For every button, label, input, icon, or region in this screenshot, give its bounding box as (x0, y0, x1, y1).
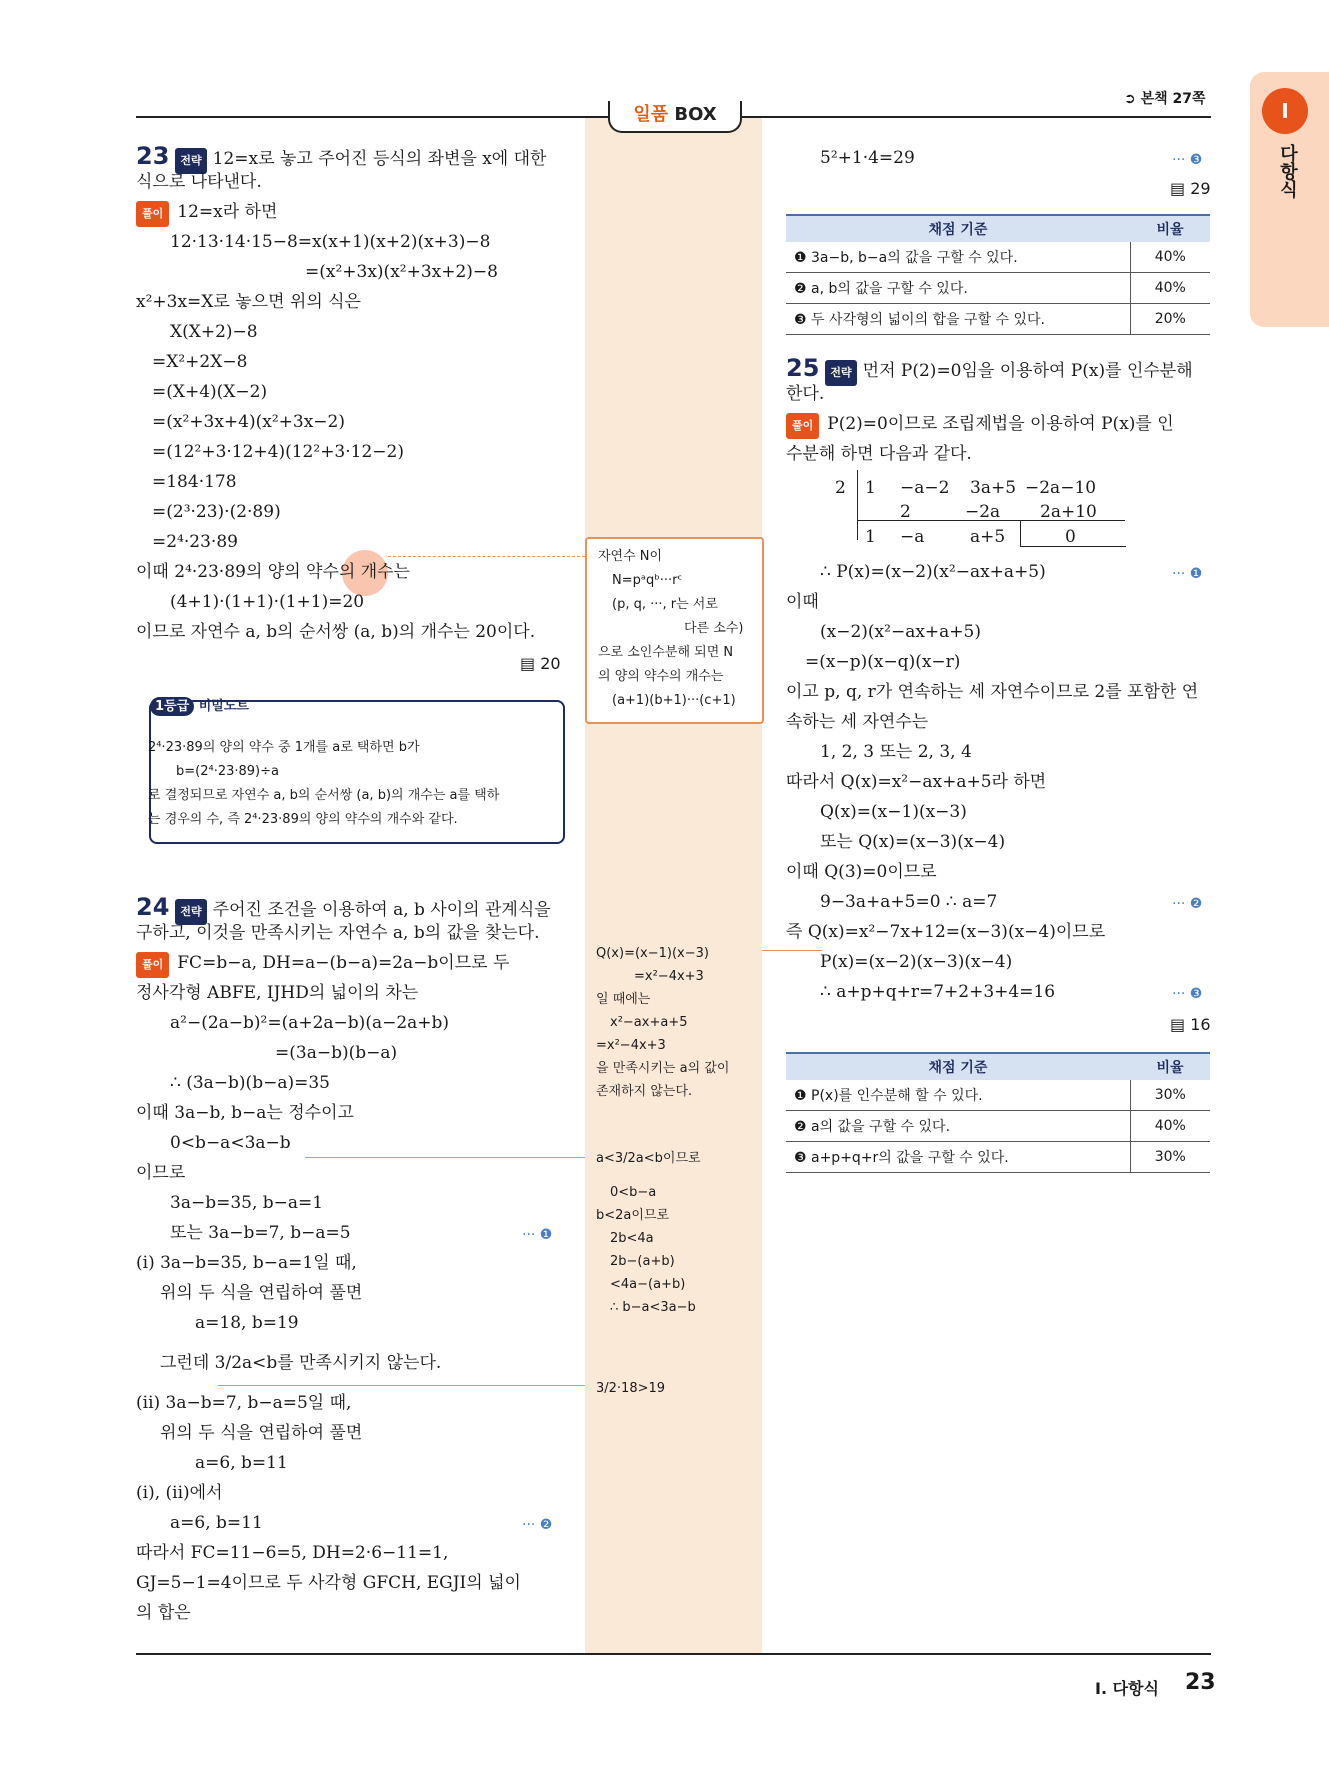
side2-line: =x²−4x+3 (634, 969, 704, 984)
p23-line: 이때 2⁴·23·89의 양의 약수의 개수는 (136, 562, 410, 582)
page-number: 23 (1185, 1670, 1216, 1695)
note-line: 로 결정되므로 자연수 a, b의 순서쌍 (a, b)의 개수는 a를 택하 (148, 788, 500, 803)
sidebox-line: N=pᵃqᵇ···rᶜ (612, 573, 683, 588)
chapter-title: 다항식 (1277, 144, 1298, 198)
p24-line: 위의 두 식을 연립하여 풀면 (160, 1423, 363, 1443)
score-header: 채점 기준 (786, 1053, 1130, 1080)
p25-line: 따라서 Q(x)=x²−ax+a+5라 하면 (786, 772, 1047, 792)
scoring-table-25 (786, 1052, 1210, 1173)
p24-line: ∴ (3a−b)(b−a)=35 (170, 1073, 330, 1093)
p25-line: 수분해 하면 다음과 같다. (786, 444, 972, 464)
p24-line: (i) 3a−b=35, b−a=1일 때, (136, 1253, 357, 1273)
side3-line: ∴ b−a<3a−b (610, 1300, 696, 1315)
synth-cell: a+5 (970, 527, 1006, 547)
synth-root: 2 (835, 478, 846, 498)
p25-answer: ▤ 16 (1170, 1015, 1211, 1034)
problem-23-solution-start: 풀이 12=x라 하면 (136, 200, 277, 227)
table-row (786, 1080, 1210, 1111)
score-cell: 40% (1130, 273, 1210, 304)
footer-chapter: I. 다항식 (1095, 1679, 1159, 1698)
p23-line: =2⁴·23·89 (152, 532, 238, 552)
side3-line: <4a−(a+b) (610, 1277, 686, 1292)
connector-line (218, 1385, 585, 1386)
p25-line: 1, 2, 3 또는 2, 3, 4 (820, 742, 972, 762)
p24-line: 3a−b=35, b−a=1 (170, 1193, 324, 1213)
synth-cell: −a (900, 527, 925, 547)
p24-line: a²−(2a−b)²=(a+2a−b)(a−2a+b) (170, 1013, 450, 1033)
score-cell: ❸ a+p+q+r의 값을 구할 수 있다. (786, 1142, 1130, 1173)
side3-line: 2b<4a (610, 1231, 654, 1246)
p25-line: 속하는 세 자연수는 (786, 712, 929, 732)
p23-line: X(X+2)−8 (170, 322, 258, 342)
p24-line: =(3a−b)(b−a) (275, 1043, 398, 1063)
p23-answer: ▤ 20 (520, 654, 561, 673)
chapter-roman-badge: I (1262, 88, 1308, 134)
box-title-tab: 일품 BOX (608, 101, 742, 133)
side3-line: b<2a이므로 (596, 1208, 670, 1223)
score-cell: 40% (1130, 1111, 1210, 1142)
p24-line: 이므로 (136, 1163, 186, 1183)
p25-line: ∴ a+p+q+r=7+2+3+4=16 (820, 982, 1056, 1002)
problem-25-header: 25 전략 먼저 P(2)=0임을 이용하여 P(x)를 인수분해 (786, 356, 1193, 386)
p24-answer: ▤ 29 (1170, 179, 1211, 198)
secret-note-header: 1등급 비밀노트 (150, 695, 249, 714)
p25-line: (x−2)(x²−ax+a+5) (820, 622, 981, 642)
problem-24-header: 24 전략 주어진 조건을 이용하여 a, b 사이의 관계식을 (136, 895, 551, 925)
page-reference: ➲ 본책 27쪽 (1124, 91, 1206, 107)
table-row (786, 242, 1210, 273)
table-row (786, 273, 1210, 304)
side2-line: 일 때에는 (596, 992, 651, 1007)
score-header: 비율 (1130, 1053, 1210, 1080)
p24-line: GJ=5−1=4이므로 두 사각형 GFCH, EGJI의 넓이 (136, 1573, 521, 1593)
connector-line (762, 950, 822, 951)
score-cell: 40% (1130, 242, 1210, 273)
note-line: 2⁴·23·89의 양의 약수 중 1개를 a로 택하면 b가 (148, 740, 420, 755)
side3-line: a<3/2a<b이므로 (596, 1151, 701, 1166)
p25-step-marker: ··· ❸ (1172, 986, 1203, 1002)
p24-line: 그런데 3/2a<b를 만족시키지 않는다. (160, 1353, 442, 1373)
synth-cell: −2a−10 (1025, 478, 1097, 498)
p24-line: 정사각형 ABFE, IJHD의 넓이의 차는 (136, 983, 419, 1003)
side2-line: Q(x)=(x−1)(x−3) (596, 946, 709, 961)
p25-line: =(x−p)(x−q)(x−r) (805, 652, 961, 672)
p24-line: 따라서 FC=11−6=5, DH=2·6−11=1, (136, 1543, 449, 1563)
p25-line: 즉 Q(x)=x²−7x+12=(x−3)(x−4)이므로 (786, 922, 1106, 942)
p24-line: 위의 두 식을 연립하여 풀면 (160, 1283, 363, 1303)
p23-line: x²+3x=X로 놓으면 위의 식은 (136, 292, 361, 312)
sidebox-line: 으로 소인수분해 되면 N (598, 645, 734, 660)
p25-line: 이때 (786, 592, 819, 612)
p23-line: 이므로 자연수 a, b의 순서쌍 (a, b)의 개수는 20이다. (136, 622, 536, 642)
p25-line: ∴ P(x)=(x−2)(x²−ax+a+5) (820, 562, 1046, 582)
side2-line: 존재하지 않는다. (596, 1084, 693, 1099)
note-line: 는 경우의 수, 즉 2⁴·23·89의 양의 약수의 개수와 같다. (148, 812, 458, 827)
sidebox-line: (a+1)(b+1)···(c+1) (612, 693, 736, 708)
p25-step-marker: ··· ❷ (1172, 896, 1203, 912)
score-cell: ❸ 두 사각형의 넓이의 합을 구할 수 있다. (786, 304, 1130, 335)
table-row (786, 1142, 1210, 1173)
synth-cell: 1 (865, 527, 876, 547)
p24-step-marker: ··· ❶ (522, 1227, 553, 1243)
p23-line: =X²+2X−8 (152, 352, 248, 372)
p24-line: a=18, b=19 (195, 1313, 299, 1333)
p24-step-marker: ··· ❸ (1172, 152, 1203, 168)
p23-line: =(x²+3x+4)(x²+3x−2) (152, 412, 345, 432)
side2-line: x²−ax+a+5 (610, 1015, 688, 1030)
p24-line: 0<b−a<3a−b (170, 1133, 291, 1153)
synth-cell: 2 (900, 502, 911, 522)
score-cell: 30% (1130, 1080, 1210, 1111)
p25-line: 이고 p, q, r가 연속하는 세 자연수이므로 2를 포함한 연 (786, 682, 1199, 702)
problem-24-strategy-cont: 구하고, 이것을 만족시키는 자연수 a, b의 값을 찾는다. (136, 923, 540, 943)
sidebox-line: (p, q, ···, r는 서로 (612, 597, 718, 612)
sidebox-line: 의 양의 약수의 개수는 (598, 669, 724, 684)
p24-line: (i), (ii)에서 (136, 1483, 223, 1503)
p24-line: 이때 3a−b, b−a는 정수이고 (136, 1103, 354, 1123)
sidebox-line: 다른 소수) (684, 621, 744, 636)
sidebox-line: 자연수 N이 (598, 549, 663, 564)
side3-line: 2b−(a+b) (610, 1254, 675, 1269)
synth-cell: 1 (865, 478, 876, 498)
p24-line: a=6, b=11 (170, 1513, 263, 1533)
side2-line: =x²−4x+3 (596, 1038, 666, 1053)
side4-line: 3/2·18>19 (596, 1381, 666, 1396)
table-row (786, 1111, 1210, 1142)
p25-line: 또는 Q(x)=(x−3)(x−4) (820, 832, 1006, 852)
p25-line: 이때 Q(3)=0이므로 (786, 862, 937, 882)
score-header: 비율 (1130, 215, 1210, 242)
problem-25-solution-start: 풀이 P(2)=0이므로 조립제법을 이용하여 P(x)를 인 (786, 412, 1174, 439)
score-cell: 20% (1130, 304, 1210, 335)
p23-line: =(12²+3·12+4)(12²+3·12−2) (152, 442, 404, 462)
note-line: b=(2⁴·23·89)÷a (176, 764, 279, 779)
score-cell: ❶ 3a−b, b−a의 값을 구할 수 있다. (786, 242, 1130, 273)
side2-line: 을 만족시키는 a의 값이 (596, 1061, 730, 1076)
p24-line: 또는 3a−b=7, b−a=5 (170, 1223, 351, 1243)
connector-line (305, 1157, 585, 1158)
table-row (786, 304, 1210, 335)
p24-final-line: 5²+1·4=29 (820, 148, 915, 168)
p23-line: (4+1)·(1+1)·(1+1)=20 (170, 592, 365, 612)
p25-line: P(x)=(x−2)(x−3)(x−4) (820, 952, 1013, 972)
box-column-background (585, 117, 762, 1655)
p23-line: =(X+4)(X−2) (152, 382, 268, 402)
problem-23-strategy-cont: 식으로 나타낸다. (136, 172, 262, 192)
p23-line: =(2³·23)·(2·89) (152, 502, 281, 522)
problem-24-solution-start: 풀이 FC=b−a, DH=a−(b−a)=2a−b이므로 두 (136, 951, 509, 978)
synth-cell: −a−2 (900, 478, 950, 498)
synth-cell: 3a+5 (970, 478, 1017, 498)
p25-step-marker: ··· ❶ (1172, 566, 1203, 582)
score-cell: ❷ a의 값을 구할 수 있다. (786, 1111, 1130, 1142)
side3-line: 0<b−a (610, 1185, 657, 1200)
scoring-table-24 (786, 214, 1210, 335)
p25-line: 9−3a+a+5=0 ∴ a=7 (820, 892, 998, 912)
score-cell: ❶ P(x)를 인수분해 할 수 있다. (786, 1080, 1130, 1111)
score-cell: ❷ a, b의 값을 구할 수 있다. (786, 273, 1130, 304)
p24-step-marker: ··· ❷ (522, 1517, 553, 1533)
p23-line: 12·13·14·15−8=x(x+1)(x+2)(x+3)−8 (170, 232, 491, 252)
problem-25-strategy-cont: 한다. (786, 384, 825, 404)
score-cell: 30% (1130, 1142, 1210, 1173)
p23-line: =(x²+3x)(x²+3x+2)−8 (305, 262, 498, 282)
score-header: 채점 기준 (786, 215, 1130, 242)
synth-cell: 0 (1065, 527, 1076, 547)
synth-cell: 2a+10 (1040, 502, 1097, 522)
bottom-rule (136, 1653, 1211, 1655)
p23-line: =184·178 (152, 472, 237, 492)
p25-line: Q(x)=(x−1)(x−3) (820, 802, 967, 822)
synth-vline (857, 470, 858, 540)
synth-cell: −2a (965, 502, 1001, 522)
p24-line: (ii) 3a−b=7, b−a=5일 때, (136, 1393, 352, 1413)
p24-line: a=6, b=11 (195, 1453, 288, 1473)
p24-line: 의 합은 (136, 1603, 191, 1623)
problem-23-header: 23 전략 12=x로 놓고 주어진 등식의 좌변을 x에 대한 (136, 144, 546, 174)
connector-line (388, 556, 585, 557)
